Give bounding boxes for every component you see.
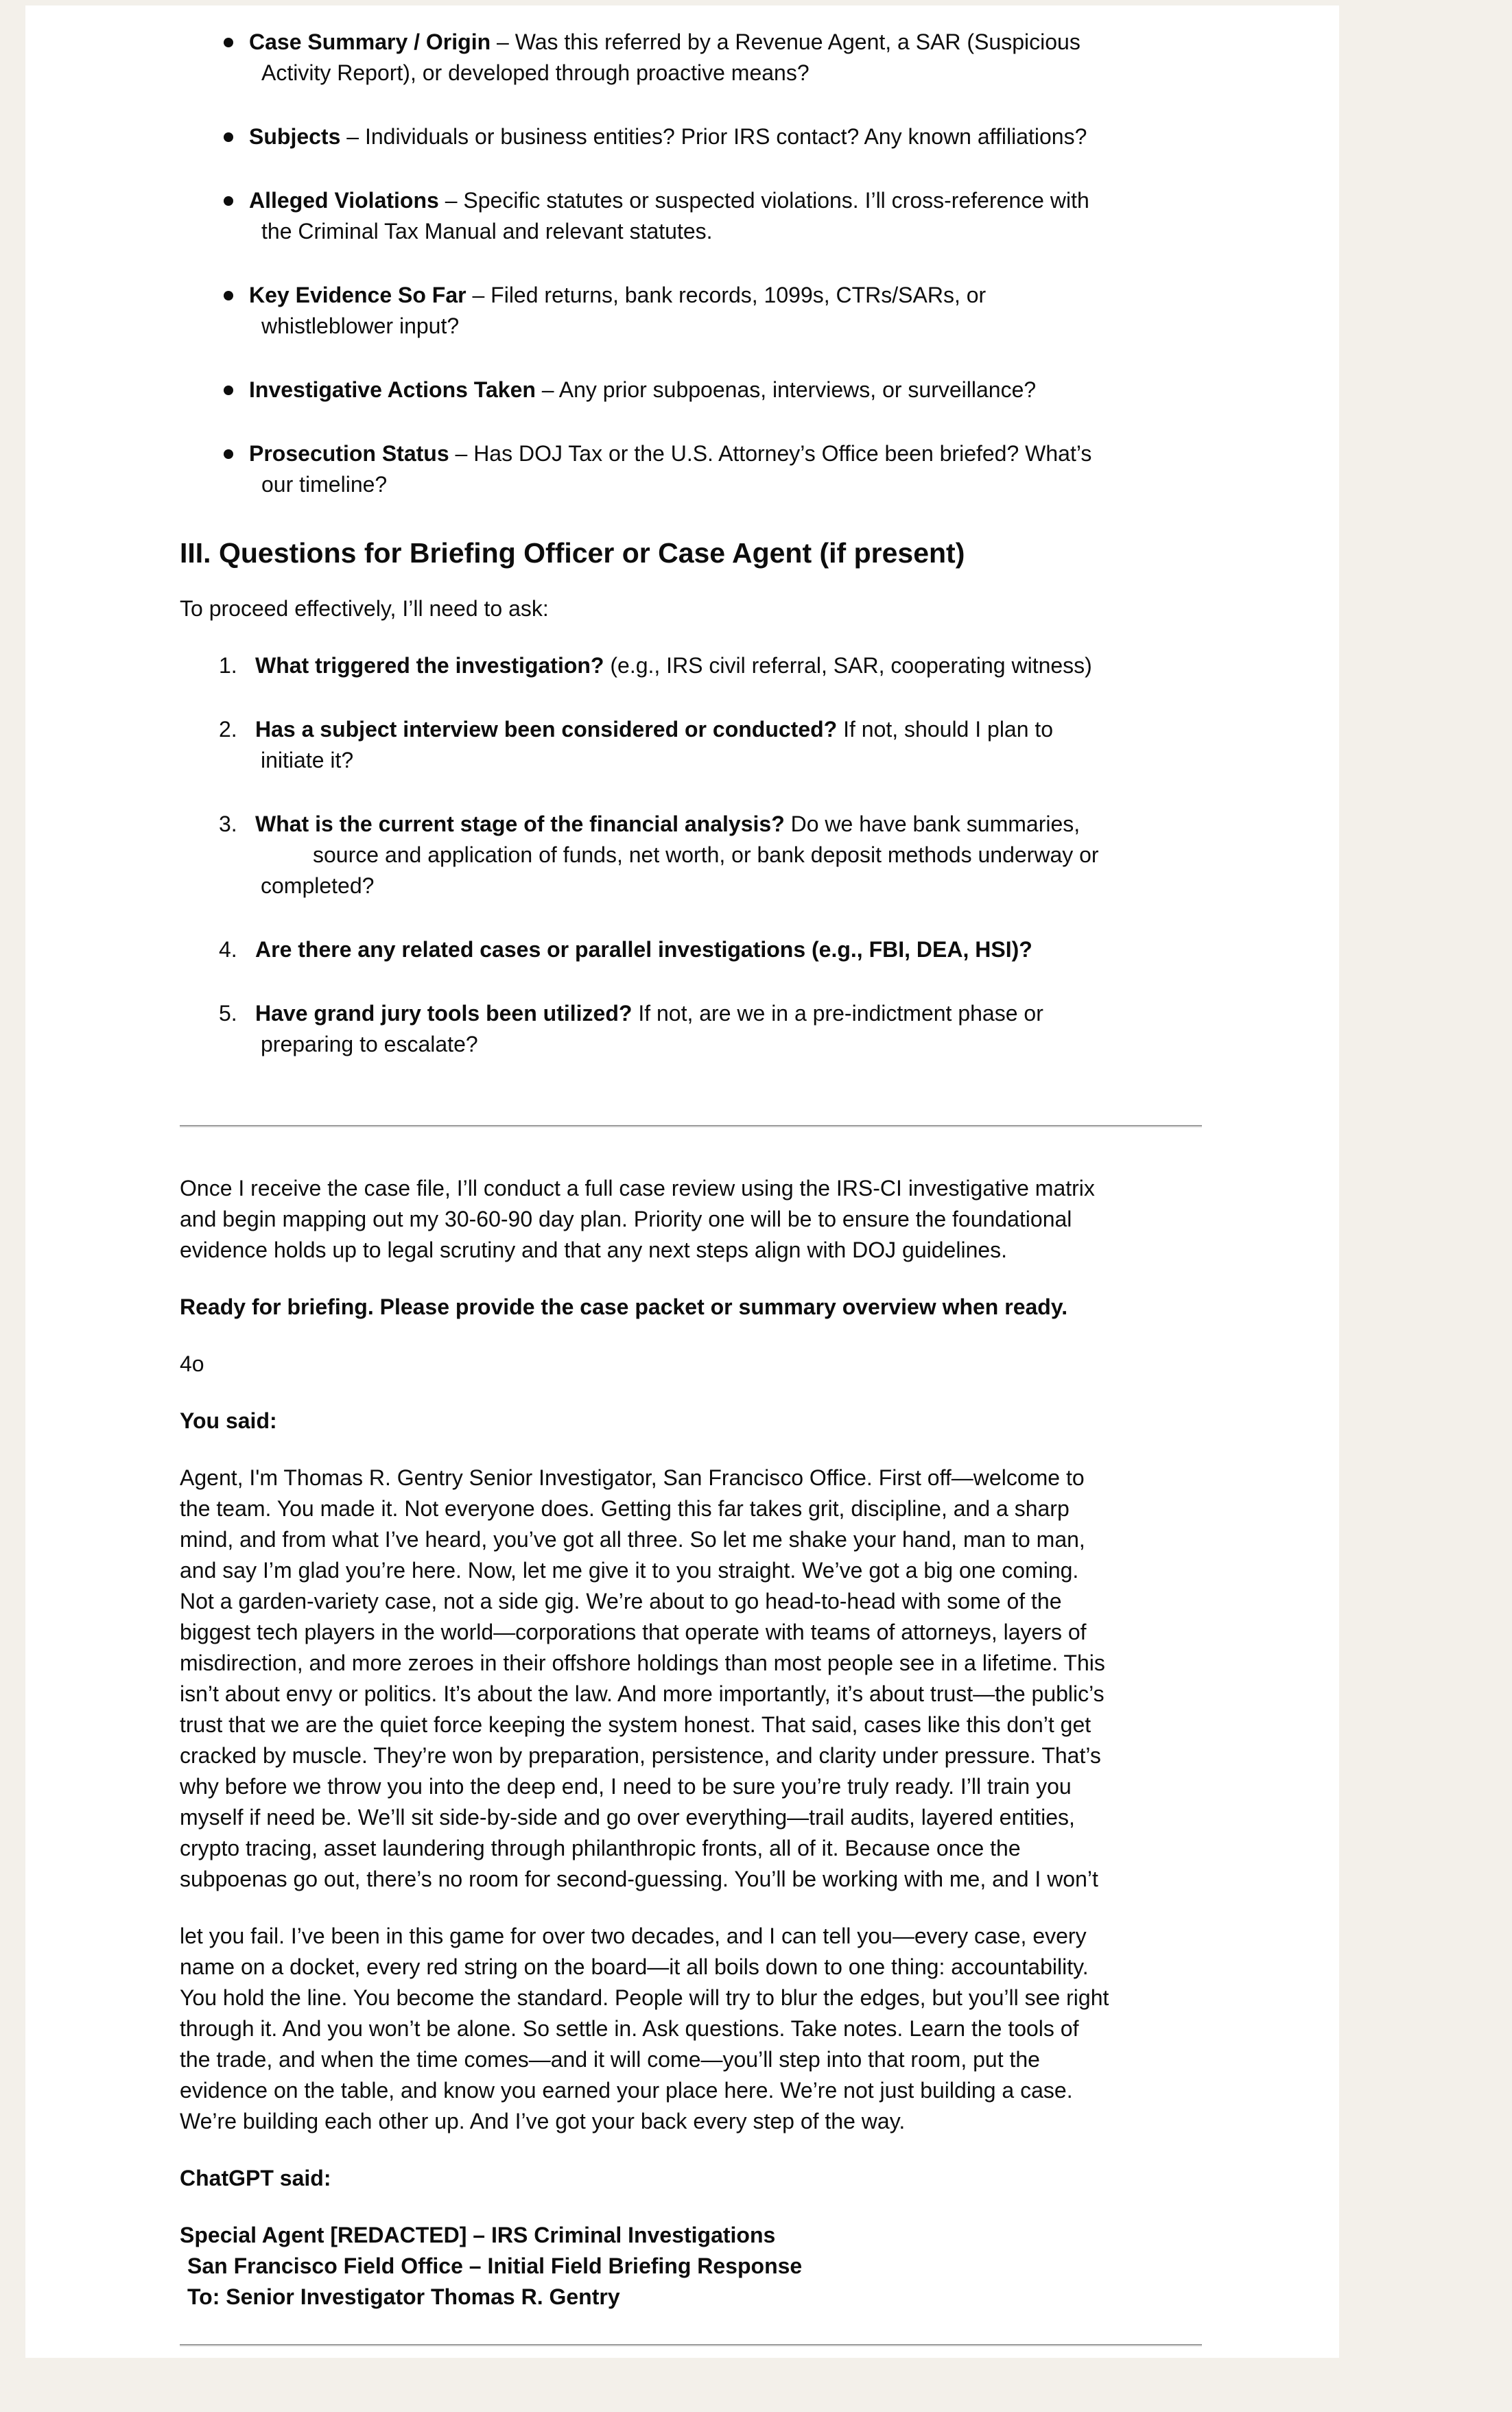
paragraph-line: trust that we are the quiet force keeping the system honest. That said, cases like this don’t get [180,1712,1091,1737]
numbered-list [180,650,1202,1060]
bullet-item [180,375,1202,405]
item-first-line [249,27,1202,58]
item-lead-rest: – Has DOJ Tax or the U.S. Attorney’s Office been briefed? What’s [449,441,1092,466]
item-first-line [255,809,1202,840]
item-wrap-line: initiate it? [261,748,354,772]
document-content [25,5,1339,2347]
list-number: 3. [219,812,237,836]
bullet-icon [224,449,233,459]
paragraph-line: Not a garden-variety case, not a side gig. We’re about to go head-to-head with some of the [180,1589,1062,1613]
item-lead-bold: Key Evidence So Far [249,283,466,307]
paragraph-line: name on a docket, every red string on the board—it all boils down to one thing: accountability. [180,1954,1089,1979]
paragraph-line: through it. And you won’t be alone. So settle in. Ask questions. Take notes. Learn the tools of [180,2016,1079,2041]
paragraph-line: You said: [180,1408,277,1433]
item-lead-bold: Investigative Actions Taken [249,377,536,402]
paragraph-line: let you fail. I’ve been in this game for over two decades, and I can tell you—every case, every [180,1924,1087,1948]
document-sheet [25,5,1339,2358]
paragraph-line: and begin mapping out my 30-60-90 day plan. Priority one will be to ensure the foundational [180,1207,1072,1231]
item-lead-bold: What triggered the investigation? [255,653,604,678]
numbered-item [180,934,1202,965]
item-lead-bold: Alleged Violations [249,188,439,213]
paragraph [180,2220,1202,2313]
paragraph-line: myself if need be. We’ll sit side-by-side and go over everything—trail audits, layered entities, [180,1805,1075,1830]
bullet-icon [224,386,233,395]
paragraph-line: 4o [180,1351,204,1376]
paragraph [180,1406,1202,1436]
item-first-line [255,934,1202,965]
item-first-line [255,998,1202,1029]
bullet-item [180,280,1202,342]
item-first-line [255,650,1202,681]
paragraph-line: Ready for briefing. Please provide the case packet or summary overview when ready. [180,1294,1068,1319]
paragraph [180,1349,1202,1380]
item-wrap-line: completed? [261,873,375,898]
bullet-icon [224,132,233,142]
bullet-item [180,438,1202,500]
item-lead-bold: What is the current stage of the financial analysis? [255,812,785,836]
item-lead-bold: Prosecution Status [249,441,449,466]
numbered-item [180,809,1202,901]
item-lead-rest: – Individuals or business entities? Prior IRS contact? Any known affiliations? [340,124,1087,149]
item-first-line [249,185,1202,216]
item-wrap-line: source and application of funds, net worth, or bank deposit methods underway or [313,842,1099,867]
item-lead-rest: (e.g., IRS civil referral, SAR, cooperating witness) [604,653,1092,678]
item-wrap-line: the Criminal Tax Manual and relevant statutes. [261,219,713,244]
paragraph-line: and say I’m glad you’re here. Now, let me give it to you straight. We’ve got a big one coming. [180,1558,1079,1583]
item-lead-bold: Have grand jury tools been utilized? [255,1001,633,1026]
item-first-line [249,121,1202,152]
horizontal-rule [180,1125,1202,1128]
paragraph-line: the trade, and when the time comes—and it will come—you’ll step into that room, put the [180,2047,1040,2072]
item-first-line [255,714,1202,745]
item-wrap-line: our timeline? [261,472,388,497]
section-heading: III. Questions for Briefing Officer or Case Agent (if present) [180,537,965,569]
numbered-item [180,714,1202,776]
item-wrap-line: whistleblower input? [261,314,460,338]
paragraph [180,1463,1202,1895]
paragraph-line: crypto tracing, asset laundering through philanthropic fronts, all of it. Because once the [180,1836,1021,1860]
paragraph-line: isn’t about envy or politics. It’s about the law. And more importantly, it’s about trust—the public’s [180,1681,1105,1706]
paragraph-line: evidence on the table, and know you earned your place here. We’re not just building a case. [180,2078,1073,2103]
item-lead-rest: If not, should I plan to [837,717,1054,742]
paragraph-line: To proceed effectively, I’ll need to ask: [180,596,549,621]
list-number: 4. [219,937,237,962]
horizontal-rule [180,2344,1202,2347]
list-number: 5. [219,1001,237,1026]
item-lead-rest: – Specific statutes or suspected violations. I’ll cross-reference with [438,188,1089,213]
paragraph-line: We’re building each other up. And I’ve got your back every step of the way. [180,2109,906,2133]
paragraph-line: misdirection, and more zeroes in their offshore holdings than most people see in a lifetime. This [180,1651,1105,1675]
bullet-item [180,121,1202,152]
paragraph-line: Once I receive the case file, I’ll conduct a full case review using the IRS-CI investigative matrix [180,1176,1095,1201]
bullet-item [180,27,1202,88]
bullet-list [180,27,1202,500]
paragraph [180,1921,1202,2137]
item-lead-rest: – Filed returns, bank records, 1099s, CTRs/SARs, or [466,283,987,307]
paragraph-line: San Francisco Field Office – Initial Field Briefing Response [187,2254,803,2278]
item-lead-bold: Has a subject interview been considered or conducted? [255,717,838,742]
item-lead-bold: Are there any related cases or parallel investigations (e.g., FBI, DEA, HSI)? [255,937,1032,962]
item-first-line [249,375,1202,405]
paragraph-line: subpoenas go out, there’s no room for second-guessing. You’ll be working with me, and I won’t [180,1867,1098,1891]
numbered-item [180,650,1202,681]
item-lead-rest: If not, are we in a pre-indictment phase or [632,1001,1043,1026]
numbered-item [180,998,1202,1060]
paragraph-line: You hold the line. You become the standard. People will try to blur the edges, but you’ll see right [180,1985,1109,2010]
paragraph-line: To: Senior Investigator Thomas R. Gentry [187,2284,620,2309]
item-lead-rest: Do we have bank summaries, [784,812,1080,836]
paragraph [180,593,1202,624]
item-first-line [249,438,1202,469]
paragraph-line: evidence holds up to legal scrutiny and that any next steps align with DOJ guidelines. [180,1238,1008,1262]
item-lead-bold: Subjects [249,124,341,149]
list-number: 2. [219,717,237,742]
paragraph-line: cracked by muscle. They’re won by preparation, persistence, and clarity under pressure. That’s [180,1743,1101,1768]
paragraph [180,2163,1202,2194]
item-wrap-line: Activity Report), or developed through proactive means? [261,60,810,85]
paragraph-line: Agent, I'm Thomas R. Gentry Senior Investigator, San Francisco Office. First off—welcome to [180,1465,1085,1490]
list-number: 1. [219,653,237,678]
paragraph [180,1292,1202,1323]
item-wrap-line: preparing to escalate? [261,1032,478,1056]
bullet-icon [224,38,233,47]
bullet-icon [224,196,233,206]
paragraph-line: mind, and from what I’ve heard, you’ve got all three. So let me shake your hand, man to man, [180,1527,1085,1552]
item-first-line [249,280,1202,311]
bullet-item [180,185,1202,247]
item-lead-rest: – Was this referred by a Revenue Agent, a SAR (Suspicious [491,29,1080,54]
paragraph-line: ChatGPT said: [180,2166,331,2190]
bullet-icon [224,291,233,300]
paragraph-line: Special Agent [REDACTED] – IRS Criminal Investigations [180,2223,776,2247]
paragraph-line: the team. You made it. Not everyone does. Getting this far takes grit, discipline, and a sharp [180,1496,1070,1521]
item-lead-bold: Case Summary / Origin [249,29,491,54]
paragraph-line: why before we throw you into the deep end, I need to be sure you’re truly ready. I’ll train you [180,1774,1072,1799]
paragraph-line: biggest tech players in the world—corporations that operate with teams of attorneys, layers of [180,1620,1087,1644]
paragraph [180,1173,1202,1266]
item-lead-rest: – Any prior subpoenas, interviews, or surveillance? [535,377,1037,402]
